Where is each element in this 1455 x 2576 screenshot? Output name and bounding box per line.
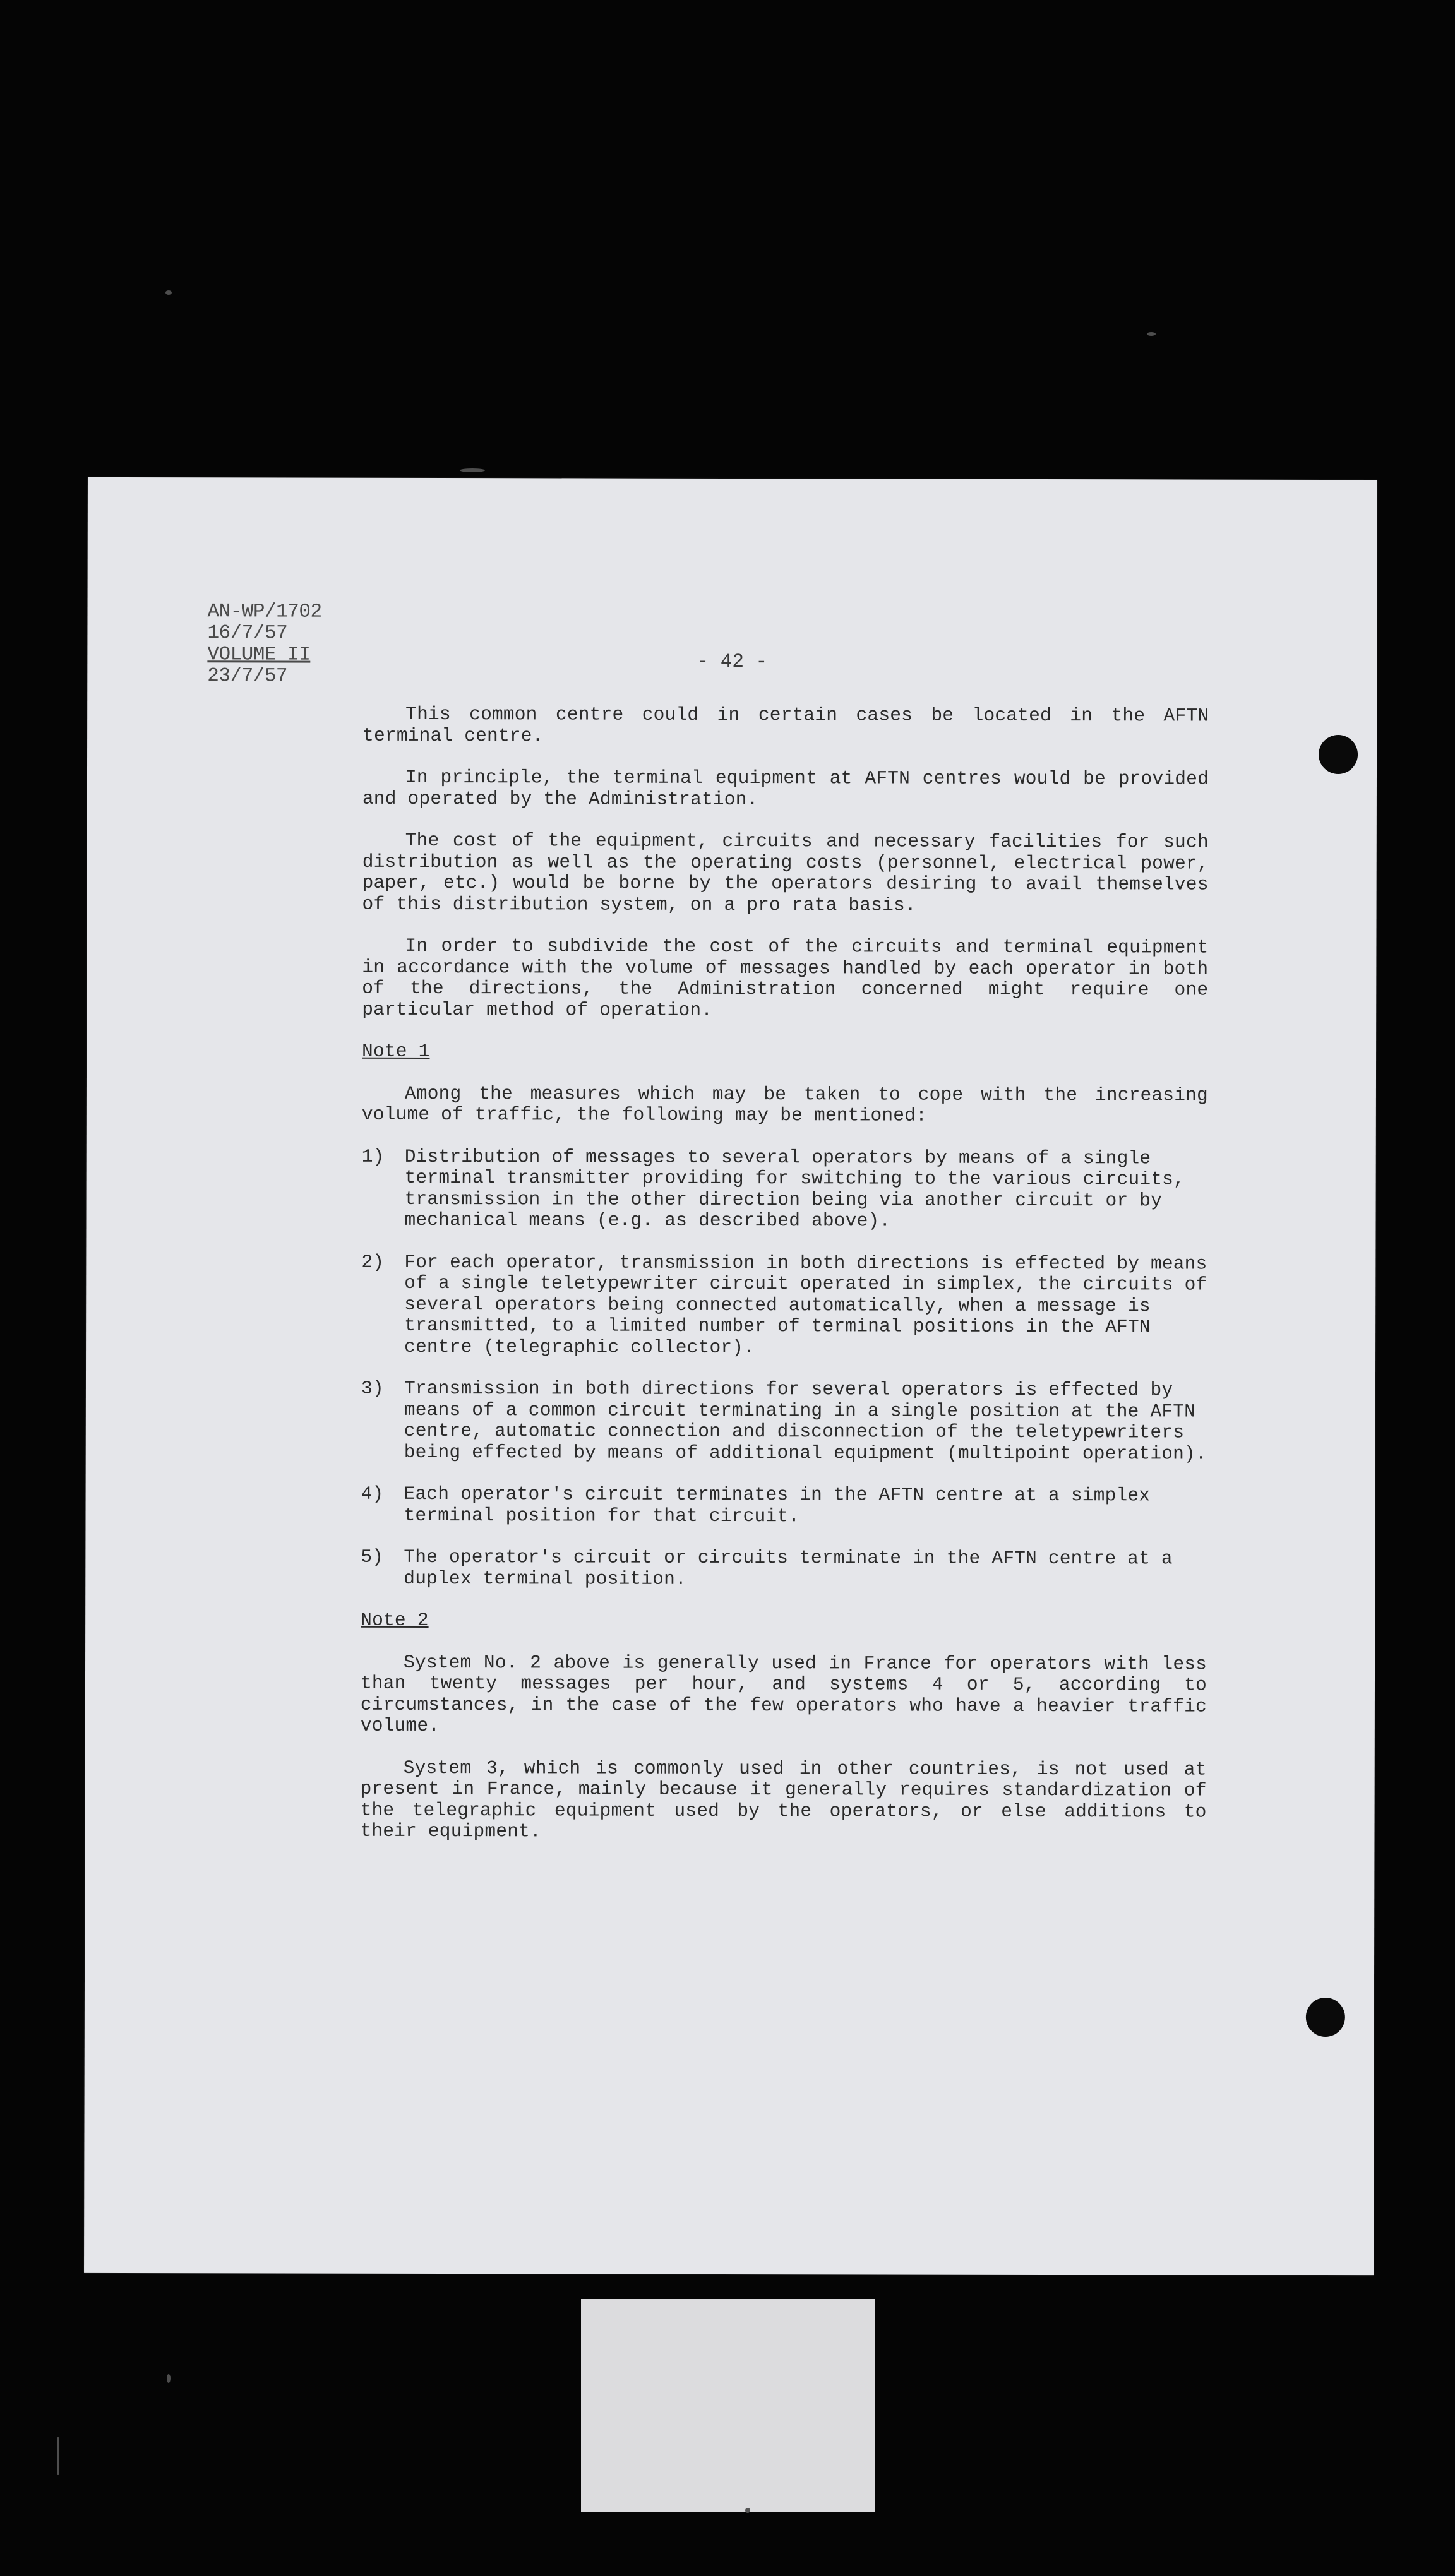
list-item bbox=[361, 1484, 1207, 1528]
punch-hole bbox=[1319, 735, 1358, 774]
card-mark bbox=[745, 2508, 750, 2513]
document-body bbox=[360, 704, 1209, 1864]
paragraph: In principle, the terminal equipment at AFTN centres would be provided and operated by the Administration. bbox=[362, 766, 1209, 810]
date-stamp: 16/7/57 bbox=[207, 622, 288, 645]
dust-speck bbox=[1147, 332, 1156, 336]
volume-label: VOLUME II bbox=[207, 643, 311, 666]
list-number: 2) bbox=[361, 1251, 385, 1273]
list-text: Transmission in both directions for several operators is effected by means of a common circuit terminating in a single position at the AFTN centre, automatic connection and disconnection of the teletypewriters being effected by means of additional equipment (multipoint operation). bbox=[404, 1377, 1207, 1465]
document-page bbox=[84, 477, 1377, 2275]
list-text: For each operator, transmission in both directions is effected by means of a single teletypewriter circuit operated in simplex, the circuits of several operators being connected automatically, when a message is transmitted, to a limited number of terminal positions in the AFTN centre (telegraphic collector). bbox=[404, 1251, 1207, 1358]
note-heading: Note 2 bbox=[361, 1609, 429, 1631]
list-item bbox=[361, 1146, 1207, 1232]
dust-speck bbox=[165, 290, 172, 295]
list-item bbox=[361, 1547, 1207, 1591]
date-stamp: 23/7/57 bbox=[207, 665, 288, 688]
punch-hole bbox=[1306, 1998, 1345, 2037]
list-number: 5) bbox=[361, 1546, 384, 1568]
list-item bbox=[361, 1251, 1207, 1359]
document-reference: AN-WP/1702 bbox=[207, 600, 322, 623]
paragraph: System No. 2 above is generally used in France for operators with less than twenty messages per hour, and systems 4 or 5, according to circumstances, in the case of the few operators who have a heavier traffic volume. bbox=[360, 1651, 1207, 1737]
list-text: Distribution of messages to several operators by means of a single terminal transmitter providing for switching to the various circuits, transmission in the other direction being via another circuit or by mechanical means (e.g. as described above). bbox=[404, 1145, 1185, 1232]
list-text: The operator's circuit or circuits terminate in the AFTN centre at a duplex terminal position. bbox=[404, 1546, 1173, 1590]
blank-target-card bbox=[581, 2299, 875, 2512]
paragraph: System 3, which is commonly used in other countries, is not used at present in France, mainly because it generally requires standardization of the telegraphic equipment used by the operators, or else additions to their equipment. bbox=[360, 1756, 1207, 1842]
paragraph: This common centre could in certain cases be located in the AFTN terminal centre. bbox=[362, 703, 1209, 746]
note-heading: Note 1 bbox=[362, 1040, 430, 1063]
list-text: Each operator's circuit terminates in the AFTN centre at a simplex terminal position for that circuit. bbox=[404, 1482, 1151, 1527]
paragraph: The cost of the equipment, circuits and necessary facilities for such distribution as well as the operating costs (personnel, electrical power, paper, etc.) would be borne by the operators desiring to avail themselves of this distribution system, on a pro rata basis. bbox=[362, 829, 1209, 916]
list-number: 1) bbox=[361, 1145, 385, 1167]
paragraph: Among the measures which may be taken to cope with the increasing volume of traffic, the following may be mentioned: bbox=[361, 1082, 1208, 1126]
page-number: - 42 - bbox=[697, 650, 768, 674]
dust-speck bbox=[167, 2374, 171, 2383]
list-number: 3) bbox=[361, 1377, 384, 1399]
dust-speck bbox=[57, 2437, 59, 2475]
list-item bbox=[361, 1378, 1207, 1465]
list-number: 4) bbox=[361, 1482, 384, 1505]
dust-speck bbox=[460, 468, 485, 472]
paragraph: In order to subdivide the cost of the circuits and terminal equipment in accordance with the volume of messages handled by each operator in both of the directions, the Administration concerned might require one particular method of operation. bbox=[362, 934, 1209, 1021]
reference-stamp bbox=[207, 601, 321, 687]
